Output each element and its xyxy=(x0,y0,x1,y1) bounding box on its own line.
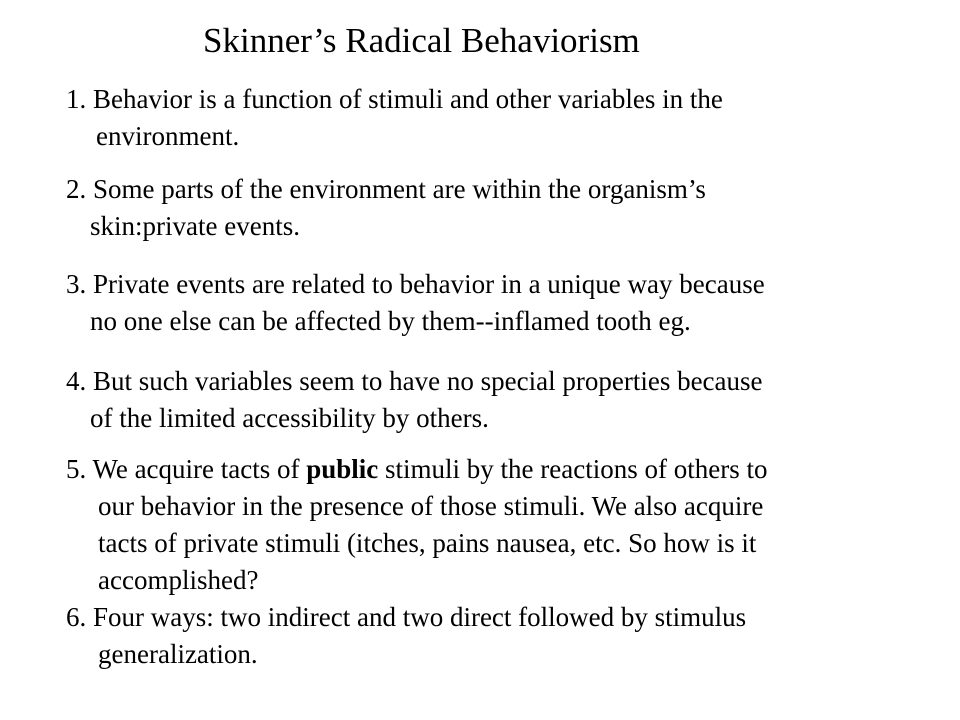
point-1 xyxy=(66,81,723,155)
point-6 xyxy=(66,599,746,673)
point-3 xyxy=(66,266,765,340)
point-5-line-1 xyxy=(66,451,767,488)
point-3-line-1: 3. Private events are related to behavior in a unique way because xyxy=(66,269,765,299)
point-5-bold-word: public xyxy=(306,454,379,484)
point-1-line-1: 1. Behavior is a function of stimuli and other variables in the xyxy=(66,84,723,114)
point-4 xyxy=(66,363,763,437)
point-2 xyxy=(66,171,706,245)
slide-title: Skinner’s Radical Behaviorism xyxy=(203,21,640,60)
point-5 xyxy=(66,451,767,599)
point-6-line-1: 6. Four ways: two indirect and two direct followed by stimulus xyxy=(66,602,747,632)
point-5-line-4: accomplished? xyxy=(98,565,259,595)
point-3-line-2: no one else can be affected by them--inflamed tooth eg. xyxy=(90,306,691,336)
point-4-line-1: 4. But such variables seem to have no special properties because xyxy=(66,366,763,396)
point-5-text-after: stimuli by the reactions of others to xyxy=(378,454,768,484)
point-2-line-1: 2. Some parts of the environment are within the organism’s xyxy=(66,174,706,204)
point-2-line-2: skin:private events. xyxy=(90,211,300,241)
point-5-line-2: our behavior in the presence of those stimuli. We also acquire xyxy=(98,491,764,521)
point-4-line-2: of the limited accessibility by others. xyxy=(90,403,489,433)
point-5-line-3: tacts of private stimuli (itches, pains nausea, etc. So how is it xyxy=(98,528,757,558)
point-1-line-2: environment. xyxy=(96,121,240,151)
point-6-line-2: generalization. xyxy=(98,639,258,669)
point-5-text-before: 5. We acquire tacts of xyxy=(66,454,307,484)
